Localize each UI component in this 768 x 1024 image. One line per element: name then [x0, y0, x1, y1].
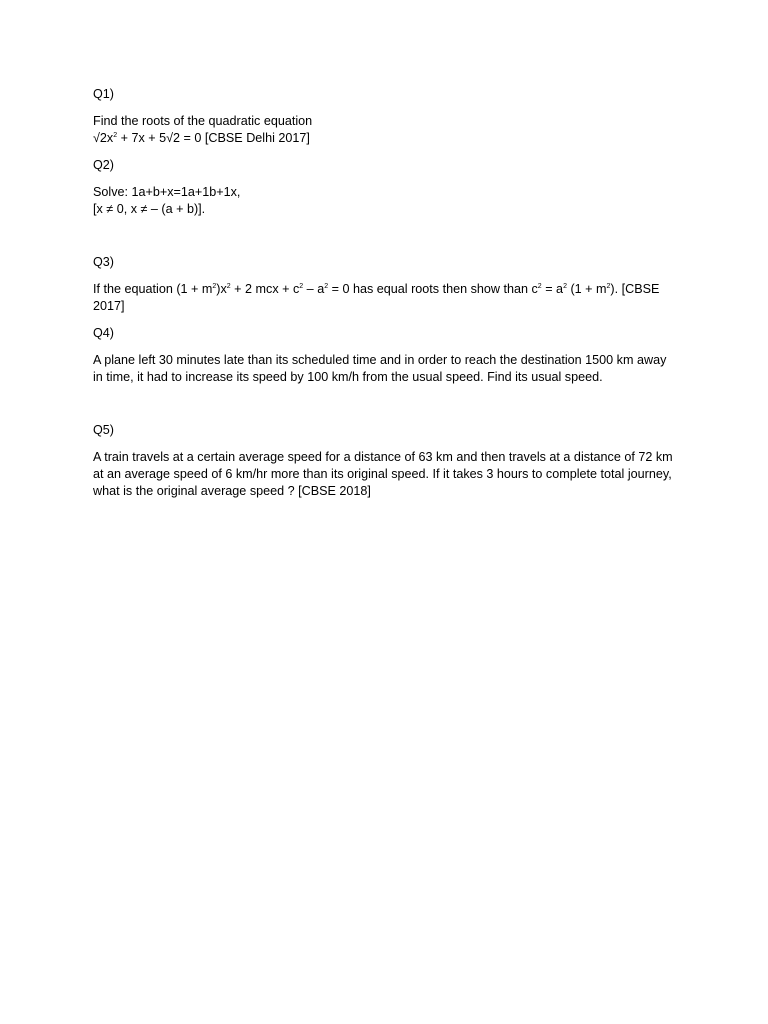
- q4-body: A plane left 30 minutes late than its scheduled time and in order to reach the destination 1500 km away in time, it had to increase its speed by 100 km/h from the usual speed. Find its usual speed.: [93, 353, 667, 384]
- q3-label: Q3): [93, 255, 114, 269]
- q3-text-3: + 2 mcx + c: [230, 282, 300, 296]
- document-content: [93, 86, 675, 510]
- spacer: [93, 396, 675, 422]
- q1-label: Q1): [93, 87, 114, 101]
- q3-text-4: – a: [303, 282, 325, 296]
- q3-sup-7: 2: [606, 283, 611, 290]
- q3-sup-4: 2: [324, 283, 329, 290]
- q2-line-2: [x ≠ 0, x ≠ – (a + b)].: [93, 202, 206, 216]
- q5-body: A train travels at a certain average speed for a distance of 63 km and then travels at a distance of 72 km at an average speed of 6 km/hr more than its original speed. If it takes 3 hours to complete total journey, what is the original average speed ? [CBSE 2018]: [93, 450, 673, 498]
- q1-eq-part-a: √2x: [93, 131, 114, 145]
- q3-text-1: If the equation (1 + m: [93, 282, 213, 296]
- q3-text-2: )x: [216, 282, 227, 296]
- q3-sup-6: 2: [563, 283, 567, 290]
- spacer: [93, 228, 675, 254]
- q3-sup-1: 2: [212, 283, 217, 290]
- q2-label: Q2): [93, 158, 114, 172]
- q2-body: [93, 184, 675, 218]
- q5-label: Q5): [93, 423, 114, 437]
- q1-line-1: Find the roots of the quadratic equation: [93, 114, 313, 128]
- q3-body: [93, 281, 675, 315]
- q2-line-1: Solve: 1a+b+x=1a+1b+1x,: [93, 185, 241, 199]
- q1-body: [93, 113, 675, 147]
- q3-text-7: (1 + m: [566, 282, 607, 296]
- q3-sup-3: 2: [299, 283, 304, 290]
- q1-eq-part-b: + 7x + 5√2 = 0 [CBSE Delhi 2017]: [117, 131, 310, 145]
- q3-sup-5: 2: [537, 283, 542, 290]
- q3-text-6: = a: [541, 282, 564, 296]
- q3-text-8: ). [CBSE 2017]: [93, 282, 660, 313]
- q1-eq-sup: 2: [113, 132, 118, 139]
- q3-sup-2: 2: [226, 283, 231, 290]
- q1-line-2: [93, 130, 675, 147]
- q4-label: Q4): [93, 326, 114, 340]
- q3-text-5: = 0 has equal roots then show than c: [328, 282, 538, 296]
